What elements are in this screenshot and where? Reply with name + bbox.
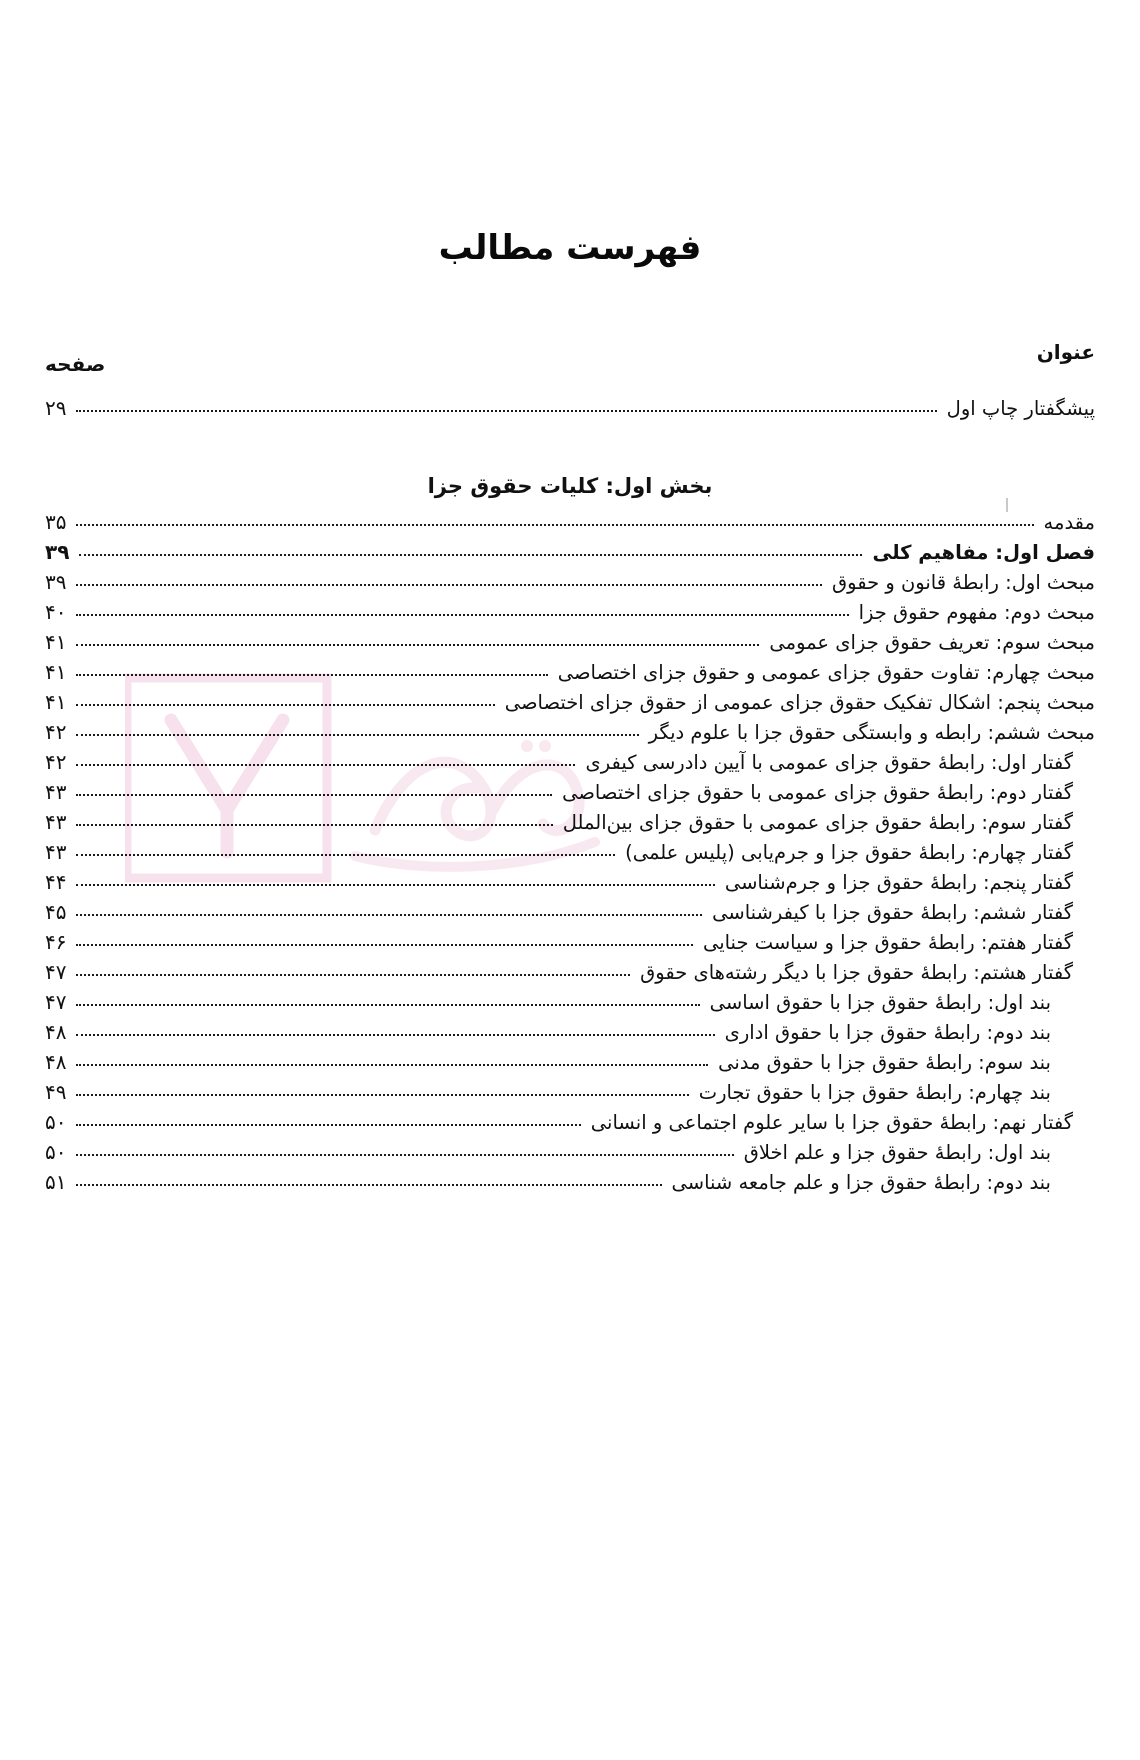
toc-entry[interactable]: [45, 782, 1095, 803]
toc-leader-dots: [76, 793, 552, 796]
toc-leader-dots: [76, 823, 552, 826]
toc-entry[interactable]: [45, 602, 1095, 623]
toc-leader-dots: [76, 673, 547, 676]
toc-entry-page: ۴۴: [45, 870, 67, 894]
toc-entry-label: پیشگفتار چاپ اول: [946, 396, 1095, 420]
toc-entry-label: گفتار دوم: رابطهٔ حقوق جزای عمومی با حقوق جزای اختصاصی: [562, 780, 1073, 804]
toc-entry-page: ۴۵: [45, 900, 67, 924]
toc-entry-page: ۴۸: [45, 1020, 67, 1044]
toc-column-headers: [45, 340, 1095, 374]
toc-entry-label: بند اول: رابطهٔ حقوق جزا و علم اخلاق: [743, 1140, 1051, 1164]
toc-entry-label: مبحث اول: رابطهٔ قانون و حقوق: [832, 570, 1095, 594]
toc-entry-label: بند دوم: رابطهٔ حقوق جزا و علم جامعه شناسی: [671, 1170, 1051, 1194]
toc-entry-label: مبحث سوم: تعریف حقوق جزای عمومی: [769, 630, 1095, 654]
toc-entry-label: فصل اول: مفاهیم کلی: [872, 540, 1095, 564]
toc-leader-dots: [76, 943, 692, 946]
toc-entry-label: مبحث پنجم: اشکال تفکیک حقوق جزای عمومی از حقوق جزای اختصاصی: [504, 690, 1095, 714]
toc-entry-page: ۴۱: [45, 630, 67, 654]
toc-entry[interactable]: [45, 1112, 1095, 1133]
toc-entry-list: [45, 512, 1095, 1193]
toc-leader-dots: [76, 703, 494, 706]
toc-entry[interactable]: [45, 1142, 1095, 1163]
toc-entry-page: ۴۷: [45, 990, 67, 1014]
toc-entry-page: ۳۹: [45, 570, 67, 594]
toc-entry-label: گفتار هفتم: رابطهٔ حقوق جزا و سیاست جنایی: [702, 930, 1073, 954]
table-of-contents: [45, 398, 1095, 1202]
column-header-title: عنوان: [1036, 340, 1095, 364]
toc-entry-preface[interactable]: [45, 398, 1095, 419]
toc-entry-page: ۳۹: [45, 540, 70, 564]
toc-leader-dots: [76, 1183, 661, 1186]
toc-leader-dots: [76, 853, 615, 856]
toc-entry-page: ۲۹: [45, 396, 67, 420]
toc-entry-page: ۴۳: [45, 810, 67, 834]
toc-entry[interactable]: [45, 872, 1095, 893]
spacer: [45, 428, 1095, 474]
toc-entry-label: گفتار ششم: رابطهٔ حقوق جزا با کیفرشناسی: [712, 900, 1073, 924]
toc-entry[interactable]: [45, 992, 1095, 1013]
toc-entry-label: مبحث ششم: رابطه و وابستگی حقوق جزا با علوم دیگر: [648, 720, 1095, 744]
toc-leader-dots: [76, 523, 1033, 526]
toc-entry-page: ۵۰: [45, 1140, 67, 1164]
toc-entry[interactable]: [45, 1082, 1095, 1103]
toc-leader-dots: [76, 883, 714, 886]
toc-leader-dots: [76, 583, 822, 586]
toc-entry-label: گفتار سوم: رابطهٔ حقوق جزای عمومی با حقوق جزای بین‌الملل: [562, 810, 1073, 834]
toc-entry-label: مبحث دوم: مفهوم حقوق جزا: [858, 600, 1095, 624]
toc-entry-label: بند دوم: رابطهٔ حقوق جزا با حقوق اداری: [724, 1020, 1051, 1044]
toc-entry-label: گفتار چهارم: رابطهٔ حقوق جزا و جرم‌یابی (پلیس علمی): [625, 840, 1073, 864]
toc-entry-label: مقدمه: [1043, 510, 1095, 534]
toc-entry-label: گفتار اول: رابطهٔ حقوق جزای عمومی با آیین دادرسی کیفری: [585, 750, 1073, 774]
toc-entry-page: ۴۲: [45, 750, 67, 774]
toc-entry[interactable]: [45, 632, 1095, 653]
toc-entry[interactable]: [45, 842, 1095, 863]
toc-entry[interactable]: [45, 932, 1095, 953]
toc-entry-page: ۴۸: [45, 1050, 67, 1074]
toc-leader-dots: [76, 1063, 708, 1066]
toc-entry-label: گفتار پنجم: رابطهٔ حقوق جزا و جرم‌شناسی: [724, 870, 1073, 894]
toc-entry-page: ۴۲: [45, 720, 67, 744]
toc-entry-page: ۳۵: [45, 510, 67, 534]
toc-leader-dots: [76, 1003, 699, 1006]
toc-entry-page: ۴۱: [45, 660, 67, 684]
toc-entry[interactable]: [45, 962, 1095, 983]
toc-leader-dots: [76, 1093, 688, 1096]
toc-entry[interactable]: [45, 692, 1095, 713]
toc-entry[interactable]: [45, 752, 1095, 773]
toc-entry-label: بند چهارم: رابطهٔ حقوق جزا با حقوق تجارت: [698, 1080, 1051, 1104]
toc-entry-page: ۴۳: [45, 840, 67, 864]
toc-entry[interactable]: [45, 812, 1095, 833]
toc-leader-dots: [76, 643, 759, 646]
toc-entry-label: بند اول: رابطهٔ حقوق جزا با حقوق اساسی: [709, 990, 1051, 1014]
toc-entry[interactable]: [45, 902, 1095, 923]
toc-entry-page: ۴۶: [45, 930, 67, 954]
toc-entry-page: ۴۳: [45, 780, 67, 804]
toc-leader-dots: [76, 973, 630, 976]
toc-entry[interactable]: [45, 722, 1095, 743]
toc-entry-page: ۴۰: [45, 600, 67, 624]
toc-entry[interactable]: [45, 1052, 1095, 1073]
toc-leader-dots: [76, 1123, 580, 1126]
toc-leader-dots: [76, 733, 638, 736]
toc-entry-page: ۴۷: [45, 960, 67, 984]
toc-entry[interactable]: [45, 1022, 1095, 1043]
toc-entry[interactable]: [45, 542, 1095, 563]
toc-leader-dots: [76, 1153, 733, 1156]
toc-entry-page: ۴۱: [45, 690, 67, 714]
toc-entry-label: گفتار هشتم: رابطهٔ حقوق جزا با دیگر رشته‌های حقوق: [640, 960, 1073, 984]
toc-entry[interactable]: [45, 512, 1095, 533]
toc-entry[interactable]: [45, 1172, 1095, 1193]
toc-entry-page: ۴۹: [45, 1080, 67, 1104]
toc-entry-label: بند سوم: رابطهٔ حقوق جزا با حقوق مدنی: [718, 1050, 1051, 1074]
column-header-page: صفحه: [45, 352, 106, 376]
toc-entry-page: ۵۰: [45, 1110, 67, 1134]
toc-leader-dots: [76, 1033, 714, 1036]
toc-leader-dots: [76, 409, 936, 412]
toc-entry[interactable]: [45, 662, 1095, 683]
toc-entry[interactable]: [45, 572, 1095, 593]
toc-leader-dots: [76, 613, 848, 616]
toc-leader-dots: [76, 913, 702, 916]
toc-leader-dots: [79, 553, 862, 556]
toc-section-heading: بخش اول: کلیات حقوق جزا: [427, 474, 713, 498]
toc-leader-dots: [76, 763, 575, 766]
page-title: فهرست مطالب: [438, 228, 702, 268]
toc-entry-label: گفتار نهم: رابطهٔ حقوق جزا با سایر علوم اجتماعی و انسانی: [590, 1110, 1073, 1134]
toc-entry-page: ۵۱: [45, 1170, 67, 1194]
toc-entry-label: مبحث چهارم: تفاوت حقوق جزای عمومی و حقوق جزای اختصاصی: [557, 660, 1095, 684]
